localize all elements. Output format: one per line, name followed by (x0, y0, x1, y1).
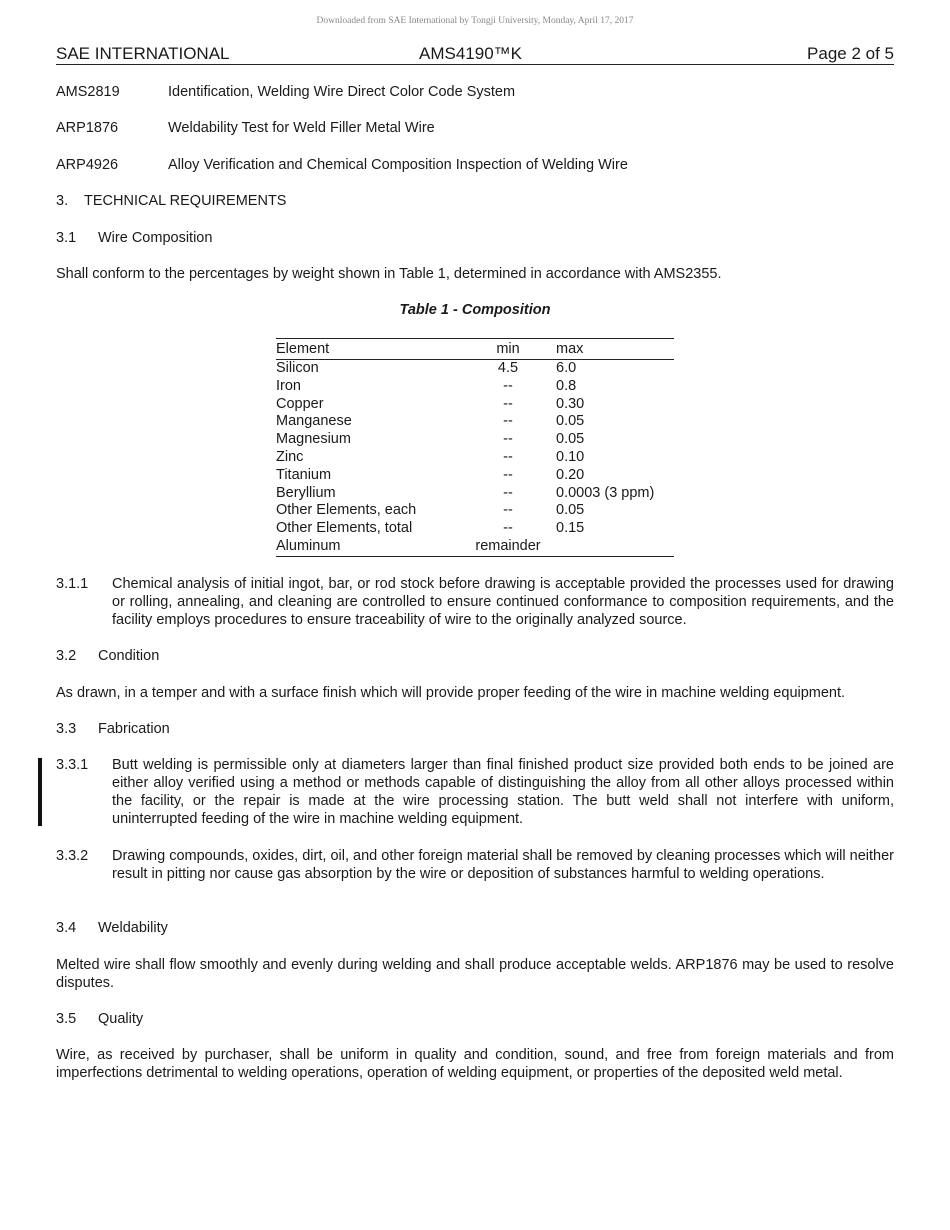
cell-max: 0.30 (556, 395, 585, 412)
section-title: Quality (98, 1011, 144, 1027)
cell-max: 0.0003 (3 ppm) (556, 484, 655, 501)
download-notice: Downloaded from SAE International by Tongji University, Monday, April 17, 2017 (316, 16, 634, 26)
cell-element: Zinc (276, 448, 304, 465)
section-title: Condition (98, 648, 160, 664)
paragraph-number: 3.1.1 (56, 576, 89, 592)
reference-code: ARP1876 (56, 120, 119, 136)
paragraph-text: Chemical analysis of initial ingot, bar, or rod stock before drawing is acceptable provided the processes used for drawing or rolling, annealing, and cleaning are controlled to ensure continued conformance to composition requirements, and the facility employs procedures to ensure traceability of wire to the originally analyzed source. (112, 576, 894, 628)
cell-min: -- (503, 413, 513, 430)
cell-element: Titanium (276, 466, 332, 483)
cell-min: -- (503, 520, 513, 537)
paragraph: As drawn, in a temper and with a surface finish which will provide proper feeding of the wire in machine welding equipment. (56, 685, 846, 701)
cell-min: -- (503, 466, 513, 483)
cell-min: -- (503, 377, 513, 394)
cell-max: 0.05 (556, 502, 585, 519)
section-number: 3.3 (56, 721, 77, 737)
paragraph-number: 3.3.1 (56, 757, 89, 773)
table-row (276, 467, 674, 485)
paragraph: Melted wire shall flow smoothly and evenly during welding and shall produce acceptable welds. ARP1876 may be used to resolve disputes. (56, 957, 894, 991)
paragraph-text: Drawing compounds, oxides, dirt, oil, and other foreign material shall be removed by cleaning processes which will neither result in pitting nor cause gas absorption by the wire or deposition of substances harmful to welding operations. (112, 848, 894, 882)
paragraph: Wire, as received by purchaser, shall be uniform in quality and condition, sound, and free from foreign materials and from imperfections detrimental to welding operations, operation of welding equipment, or properties of the deposited weld metal. (56, 1047, 894, 1081)
table-row (276, 502, 674, 520)
revision-change-bar (38, 758, 42, 826)
section-number: 3.1 (56, 230, 77, 246)
cell-min: remainder (475, 537, 541, 554)
cell-min: 4.5 (497, 360, 519, 376)
cell-min: -- (503, 395, 513, 412)
section-number: 3.4 (56, 920, 77, 936)
header-page-number: Page 2 of 5 (807, 44, 894, 63)
cell-min: -- (503, 502, 513, 519)
column-header-min: min (496, 341, 520, 357)
cell-element: Silicon (276, 360, 319, 376)
reference-code: AMS2819 (56, 84, 120, 100)
cell-element: Other Elements, each (276, 502, 417, 519)
cell-max: 6.0 (556, 360, 577, 376)
section-title: TECHNICAL REQUIREMENTS (84, 193, 287, 209)
table-row (276, 413, 674, 431)
section-number: 3. (56, 193, 69, 209)
table-row (276, 538, 674, 556)
reference-title: Identification, Welding Wire Direct Color Code System (168, 84, 516, 100)
section-title: Weldability (98, 920, 168, 936)
section-number: 3.5 (56, 1011, 77, 1027)
cell-element: Copper (276, 395, 324, 412)
table-row (276, 520, 674, 538)
reference-title: Weldability Test for Weld Filler Metal Wire (168, 120, 435, 136)
column-header-max: max (556, 341, 584, 357)
reference-title: Alloy Verification and Chemical Composition Inspection of Welding Wire (168, 157, 628, 173)
cell-element: Manganese (276, 413, 352, 430)
header-document-number: AMS4190™K (419, 44, 522, 63)
paragraph: Shall conform to the percentages by weight shown in Table 1, determined in accordance with AMS2355. (56, 266, 722, 282)
table-row (276, 396, 674, 414)
cell-element: Magnesium (276, 431, 351, 448)
cell-min: -- (503, 448, 513, 465)
paragraph-number: 3.3.2 (56, 848, 89, 864)
numbered-paragraph (56, 847, 894, 883)
cell-min: -- (503, 484, 513, 501)
column-header-element: Element (276, 341, 330, 357)
paragraph-text: Butt welding is permissible only at diameters larger than final finished product size provided both ends to be joined are either alloy verified using a method or methods capable of distinguishing the alloy from all other alloys processed within the facility, or the repair is made at the wire processing station. The butt weld shall not interfere with uniform, uninterrupted feeding of the wire in machine welding equipment. (112, 757, 894, 827)
section-title: Wire Composition (98, 230, 213, 246)
table-header-row (276, 341, 674, 360)
cell-element: Iron (276, 377, 301, 394)
numbered-paragraph (56, 575, 894, 629)
cell-max: 0.05 (556, 431, 585, 448)
cell-max: 0.20 (556, 466, 585, 483)
cell-element: Beryllium (276, 484, 336, 501)
reference-code: ARP4926 (56, 157, 119, 173)
cell-max: 0.10 (556, 448, 585, 465)
table-row (276, 485, 674, 503)
section-title: Fabrication (98, 721, 170, 737)
table-row (276, 431, 674, 449)
composition-table (276, 338, 674, 557)
cell-max: 0.05 (556, 413, 585, 430)
section-number: 3.2 (56, 648, 77, 664)
cell-element: Other Elements, total (276, 520, 413, 537)
cell-max: 0.8 (556, 377, 577, 394)
page-header (56, 44, 894, 65)
cell-min: -- (503, 431, 513, 448)
numbered-paragraph (56, 756, 894, 828)
cell-element: Aluminum (276, 537, 341, 554)
table-row (276, 378, 674, 396)
table-row (276, 360, 674, 378)
cell-max: 0.15 (556, 520, 585, 537)
table-row (276, 449, 674, 467)
header-organization: SAE INTERNATIONAL (56, 44, 230, 63)
table-caption: Table 1 - Composition (399, 302, 551, 318)
